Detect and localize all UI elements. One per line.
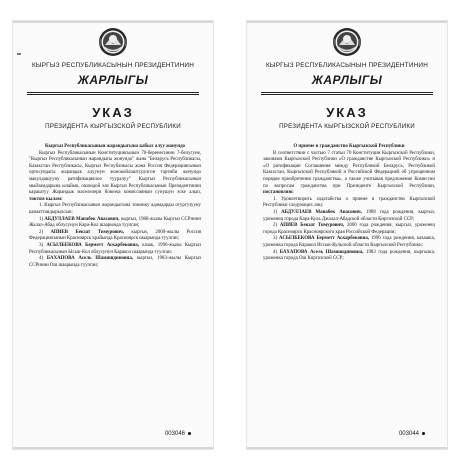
item-number: 1): [273, 209, 278, 215]
document-number: [165, 431, 191, 437]
preamble-text: В соответствии с частью 7 статьи 70 Конституции Кыргызской Республики, законами Кыргызской Республики «О гражданстве Кыргызской Республики» и «О ратификации Соглашения между Республикой Беларусь, Республикой Казахстан, Кыргызской Республикой и Российской Федерацией об упрощенном порядке приобретения гражданства», а также учитывая предложение Комиссии по вопросам гражданства при Президенте Кыргызской Республики,: [263, 150, 435, 189]
header-rule: [261, 94, 433, 95]
decree-page-russian: [246, 20, 448, 450]
list-item: [263, 223, 435, 236]
header-president: ПРЕЗИДЕНТА КЫРГЫЗСКОЙ РЕСПУБЛИКИ: [45, 123, 181, 130]
header-presidential: КЫРГЫЗ РЕСПУБЛИКАСЫНЫН ПРЕЗИДЕНТИНИН: [265, 62, 429, 69]
list-item: [29, 243, 201, 256]
decree-body: [263, 144, 435, 263]
header-decree-kyrgyz: ЖАРЛЫГЫ: [77, 73, 149, 87]
decree-title: Кыргыз Республикасынын жарандыгына кабыл алуу жонундо: [44, 144, 185, 149]
person-name: АБДУЛЛАЕВ Манабек Авасович,: [44, 216, 120, 222]
person-details: 2000 года рождения, кыргыз, уроженец города Красноярск Красноярского края Российской Федерации;: [263, 223, 435, 235]
decree-body: [29, 144, 201, 269]
scan-edge: [13, 21, 213, 23]
decree-title: О приеме в гражданство Кыргызской Республики: [293, 144, 405, 149]
person-name: АБДУЛЛАЕВ Манабек Авасович,: [281, 209, 362, 215]
scan-edge: [247, 21, 447, 23]
person-details: кыргыз, 1983-жылы Кыргыз ССРинин Ош шаарында туулган;: [29, 256, 201, 268]
resolve-text: постановляю:: [263, 190, 294, 196]
item-number: 1): [39, 216, 44, 222]
header-rule: [27, 94, 199, 95]
item-number: 4): [39, 256, 44, 262]
person-name: АПИЕВ Бекзат Тимурович,: [279, 223, 345, 229]
person-name: БАХАПОВА Асель Шамшидиновна,: [279, 249, 364, 255]
header-rule: [27, 92, 199, 93]
header-president: ПРЕЗИДЕНТА КЫРГЫЗСКОЙ РЕСПУБЛИКИ: [279, 123, 415, 130]
person-details: кыргыз, 1988-жылы Кыргыз ССРинин Жалал-Абад облусунун Кара-Кол шаарында туулган;: [29, 216, 201, 229]
preamble-text: Кыргыз Республикасынын Конституциясынын 70-беренесинин 7-белугуне, "Кыргыз Республикасынын жарандыгы жонундо" жана "Беларусь Республикасы, Казакстан Республикасы, Кыргыз Республикасы жана Россия Федерациясынын ортосундагы жарандык алуунун жонокойлоштурулгон тартиби жонундо макулдашууну ратификациялоо тууралуу" Кыргыз Республикасынын мыйзамдарына ылайык, ошондой эле Кыргыз Республикасынын Президентинин караштуу Жарандык маселелери боюнча комиссиянын сунушун эске алып,: [29, 150, 201, 196]
person-name: БАХАПОВА Асель Шамшидиновна,: [46, 256, 133, 262]
person-details: 1996 года рождения, казашка, уроженка города Каракол Иссык-Кульской области Кыргызской Республики;: [263, 236, 435, 248]
person-name: АСЫЛБЕКОВА Берметт Аскарбековна,: [46, 242, 139, 248]
item-number: 2): [273, 223, 278, 229]
preamble: [263, 151, 435, 197]
document-number-text: 003044: [398, 431, 419, 437]
scan-edge: [13, 447, 213, 449]
section-heading: 1. Кыргыз Республикасынын жарандыгына томонку адамдарды отургузууну канааттандырылсын:: [29, 203, 201, 215]
item-number: 3): [273, 236, 278, 242]
bullet-mark: [188, 432, 191, 435]
section-heading: 1. Удовлетворить ходатайства о приеме в гражданство Кыргызской Республики следующих лиц:: [263, 196, 435, 209]
person-name: АПИЕВ Бекзат Тимурович,: [50, 229, 124, 235]
list-item: [29, 217, 201, 230]
person-details: 1983 года рождения, кыргызка, уроженка города Ош Киргизской ССР;: [263, 249, 435, 262]
state-emblem-icon: [332, 27, 362, 57]
header-presidential: КЫРГЫЗ РЕСПУБЛИКАСЫНЫН ПРЕЗИДЕНТИНИН: [31, 62, 195, 69]
scan-edge: [247, 447, 447, 449]
list-item: [29, 256, 201, 269]
resolve-text: токтом кылам:: [29, 196, 63, 202]
header-rule: [261, 92, 433, 93]
list-item: [263, 236, 435, 249]
decree-page-kyrgyz: [12, 20, 214, 450]
header-decree-russian: УКАЗ: [92, 105, 134, 120]
person-name: АСЫЛБЕКОВА Берметт Аскарбековна,: [279, 236, 369, 242]
item-number: 2): [39, 229, 44, 235]
document-number: [399, 431, 425, 437]
list-item: [263, 210, 435, 223]
item-number: 3): [39, 242, 44, 248]
list-item: [29, 230, 201, 243]
document-number-text: 003046: [164, 431, 185, 437]
header-decree-russian: УКАЗ: [326, 105, 368, 120]
person-details: кыргыз, 2000-жылы Россия Федерациясынын Красноярск крайында Красноярск шаарында туулган;: [29, 229, 201, 242]
state-emblem-icon: [98, 27, 128, 57]
item-number: 4): [273, 249, 278, 255]
list-item: [263, 250, 435, 263]
scan-mark: [17, 53, 21, 55]
preamble: [29, 151, 201, 204]
person-details: казак, 1996-жылы Кыргыз Республикасынын Ысык-Кол облусунун Каракол шаарында туулган;: [29, 242, 201, 255]
header-decree-kyrgyz: ЖАРЛЫГЫ: [311, 73, 383, 87]
bullet-mark: [422, 432, 425, 435]
person-details: 1988 года рождения, кыргыз, уроженец города Кара-Куль Джалал-Абадской области Киргизской ССР;: [263, 209, 435, 222]
